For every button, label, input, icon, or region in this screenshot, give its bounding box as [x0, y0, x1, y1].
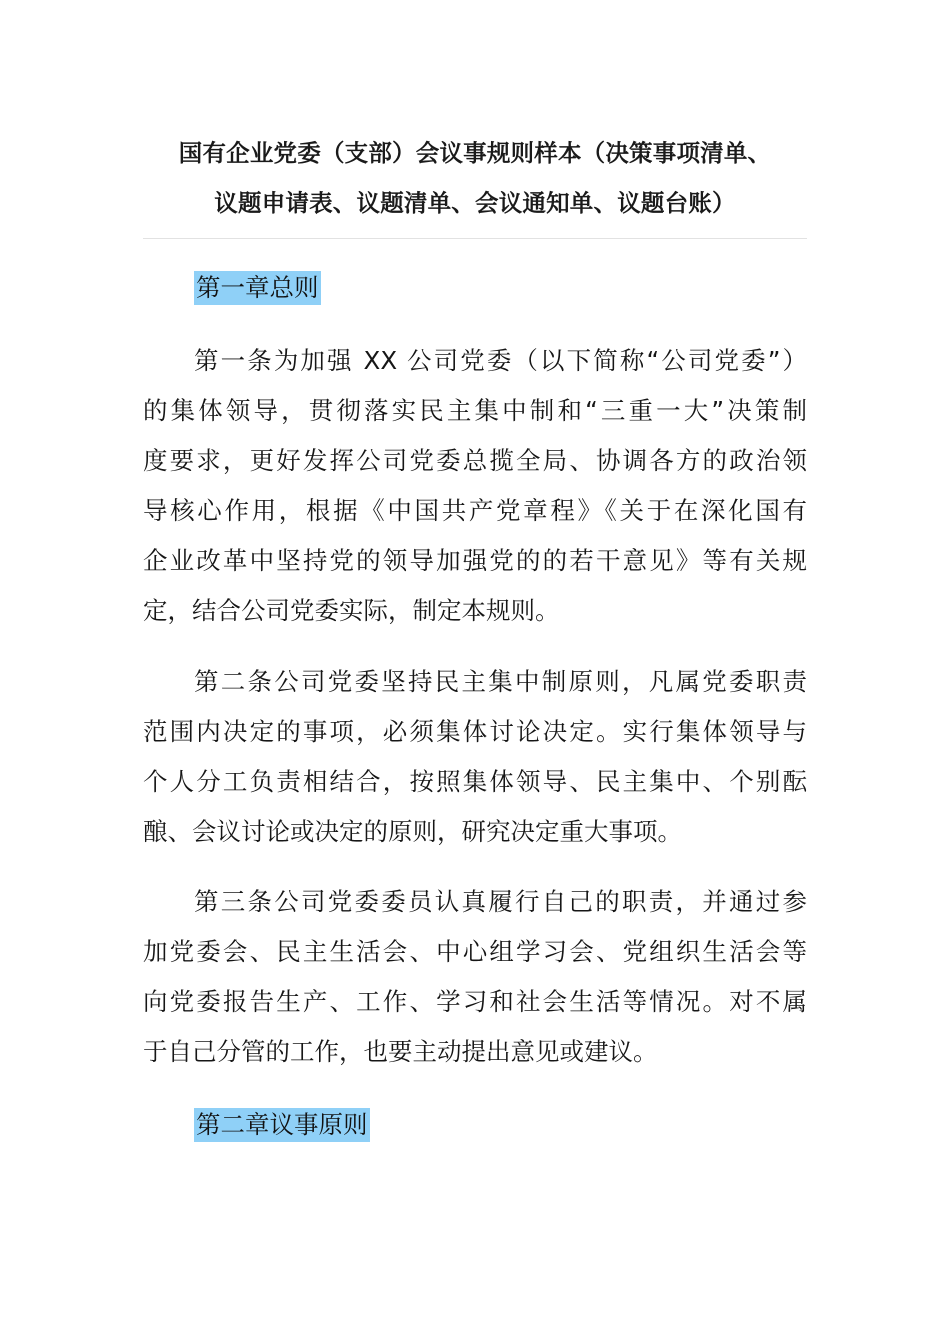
paragraph-line: 度要求，更好发挥公司党委总揽全局、协调各方的政治领 — [143, 446, 807, 475]
paragraph-line: 个人分工负责相结合，按照集体领导、民主集中、个别酝 — [143, 767, 807, 796]
paragraph-line: 导核心作用，根据《中国共产党章程》《关于在深化国有 — [143, 496, 807, 525]
paragraph-line: 第三条公司党委委员认真履行自己的职责，并通过参 — [194, 887, 807, 916]
document-title — [143, 128, 807, 228]
paragraph-article-1 — [143, 336, 807, 636]
chapter-heading-2: 第二章议事原则 — [194, 1108, 370, 1142]
paragraph-article-2 — [143, 657, 807, 857]
paragraph-article-3 — [143, 877, 807, 1077]
paragraph-line: 酿、会议讨论或决定的原则，研究决定重大事项。 — [143, 817, 682, 846]
title-line: 国有企业党委（支部）会议事规则样本（决策事项清单、 — [178, 139, 772, 167]
paragraph-line: 加党委会、民主生活会、中心组学习会、党组织生活会等 — [143, 937, 807, 966]
paragraph-line: 第二条公司党委坚持民主集中制原则，凡属党委职责 — [194, 667, 807, 696]
paragraph-line: 定，结合公司党委实际，制定本规则。 — [143, 596, 560, 625]
title-divider — [143, 238, 807, 239]
paragraph-line: 于自己分管的工作，也要主动提出意见或建议。 — [143, 1037, 658, 1066]
paragraph-line: 向党委报告生产、工作、学习和社会生活等情况。对不属 — [143, 987, 807, 1016]
chapter-heading-1: 第一章总则 — [194, 271, 321, 305]
title-line: 议题申请表、议题清单、会议通知单、议题台账） — [214, 189, 736, 217]
paragraph-line: 范围内决定的事项，必须集体讨论决定。实行集体领导与 — [143, 717, 807, 746]
paragraph-line: 的集体领导，贯彻落实民主集中制和“三重一大”决策制 — [143, 396, 807, 425]
paragraph-line: 第一条为加强 XX 公司党委（以下简称“公司党委”） — [194, 346, 807, 375]
paragraph-line: 企业改革中坚持党的领导加强党的的若干意见》等有关规 — [143, 546, 807, 575]
